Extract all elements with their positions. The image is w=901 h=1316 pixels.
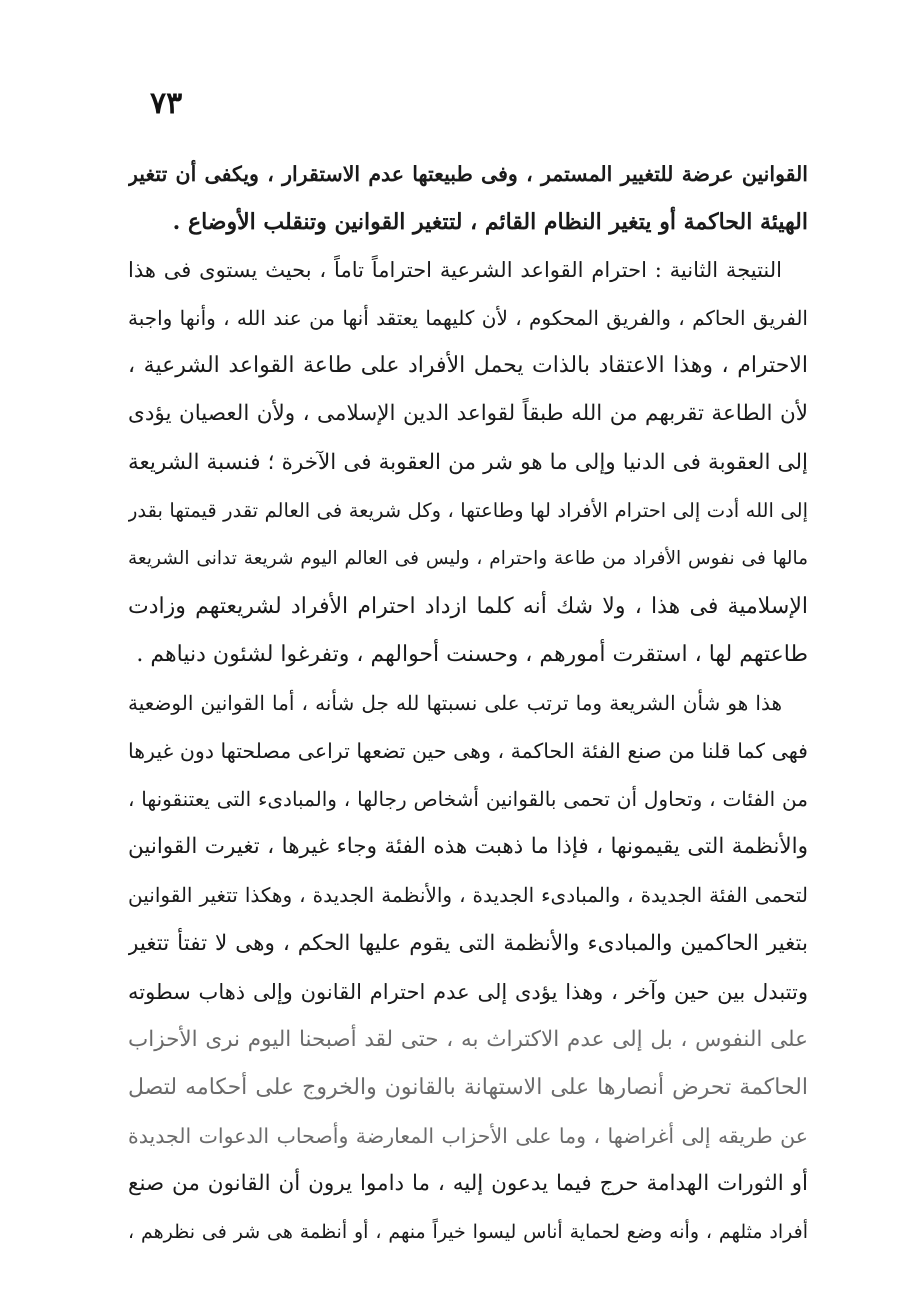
text-line: لأن الطاعة تقربهم من الله طبقاً لقواعد الدين الإسلامى ، ولأن العصيان يؤدى [128, 401, 808, 427]
text-line: إلى العقوبة فى الدنيا وإلى ما هو شر من العقوبة فى الآخرة ؛ فنسبة الشريعة [128, 449, 808, 475]
text-line: عن طريقه إلى أغراضها ، وما على الأحزاب المعارضة وأصحاب الدعوات الجديدة [128, 1123, 808, 1148]
text-line: أفراد مثلهم ، وأنه وضع لحماية أناس ليسوا خيراً منهم ، أو أنظمة هى شر فى نظرهم ، [128, 1221, 808, 1244]
text-line: إلى الله أدت إلى احترام الأفراد لها وطاعتها ، وكل شريعة فى العالم تقدر قيمتها بقدر [128, 498, 808, 522]
text-line: بتغير الحاكمين والمبادىء والأنظمة التى يقوم عليها الحكم ، وهى لا تفتأ تتغير [128, 930, 808, 956]
text-line: على النفوس ، بل إلى عدم الاكتراث به ، حتى لقد أصبحنا اليوم نرى الأحزاب [128, 1026, 808, 1052]
text-line: الاحترام ، وهذا الاعتقاد بالذات يحمل الأفراد على طاعة القواعد الشرعية ، [128, 353, 808, 379]
text-line: القوانين عرضة للتغيير المستمر ، وفى طبيعتها عدم الاستقرار ، ويكفى أن تتغير [128, 162, 808, 186]
text-line: من الفئات ، وتحاول أن تحمى بالقوانين أشخاص رجالها ، والمبادىء التى يعتنقونها ، [128, 787, 808, 812]
text-line: أو الثورات الهدامة حرج فيما يدعون إليه ، ما داموا يرون أن القانون من صنع [128, 1170, 808, 1196]
text-line: الإسلامية فى هذا ، ولا شك أنه كلما ازداد احترام الأفراد لشريعتهم وزادت [128, 593, 808, 619]
text-line: مالها فى نفوس الأفراد من طاعة واحترام ، وليس فى العالم اليوم شريعة تدانى الشريعة [128, 547, 808, 569]
text-line: النتيجة الثانية : احترام القواعد الشرعية احتراماً تاماً ، بحيث يستوى فى هذا [128, 258, 782, 283]
text-line: لتحمى الفئة الجديدة ، والمبادىء الجديدة ، والأنظمة الجديدة ، وهكذا تتغير القوانين [128, 883, 808, 908]
text-line: فهى كما قلنا من صنع الفئة الحاكمة ، وهى حين تضعها تراعى مصلحتها دون غيرها [128, 739, 808, 764]
text-line: وتتبدل بين حين وآخر ، وهذا يؤدى إلى عدم احترام القانون وإلى ذهاب سطوته [128, 979, 808, 1004]
text-line: هذا هو شأن الشريعة وما ترتب على نسبتها لله جل شأنه ، أما القوانين الوضعية [128, 691, 782, 716]
text-line: والأنظمة التى يقيمونها ، فإذا ما ذهبت هذه الفئة وجاء غيرها ، تغيرت القوانين [128, 834, 808, 860]
text-line: الهيئة الحاكمة أو يتغير النظام القائم ، لتتغير القوانين وتنقلب الأوضاع . [172, 209, 808, 236]
text-line: الحاكمة تحرض أنصارها على الاستهانة بالقانون والخروج على أحكامه لتصل [128, 1074, 808, 1100]
text-line: الفريق الحاكم ، والفريق المحكوم ، لأن كليهما يعتقد أنها من عند الله ، وأنها واجبة [128, 306, 808, 331]
text-line: طاعتهم لها ، استقرت أمورهم ، وحسنت أحوالهم ، وتفرغوا لشئون دنياهم . [136, 641, 808, 667]
page-number: ٧٣ [150, 86, 183, 121]
body-text [128, 150, 808, 1256]
